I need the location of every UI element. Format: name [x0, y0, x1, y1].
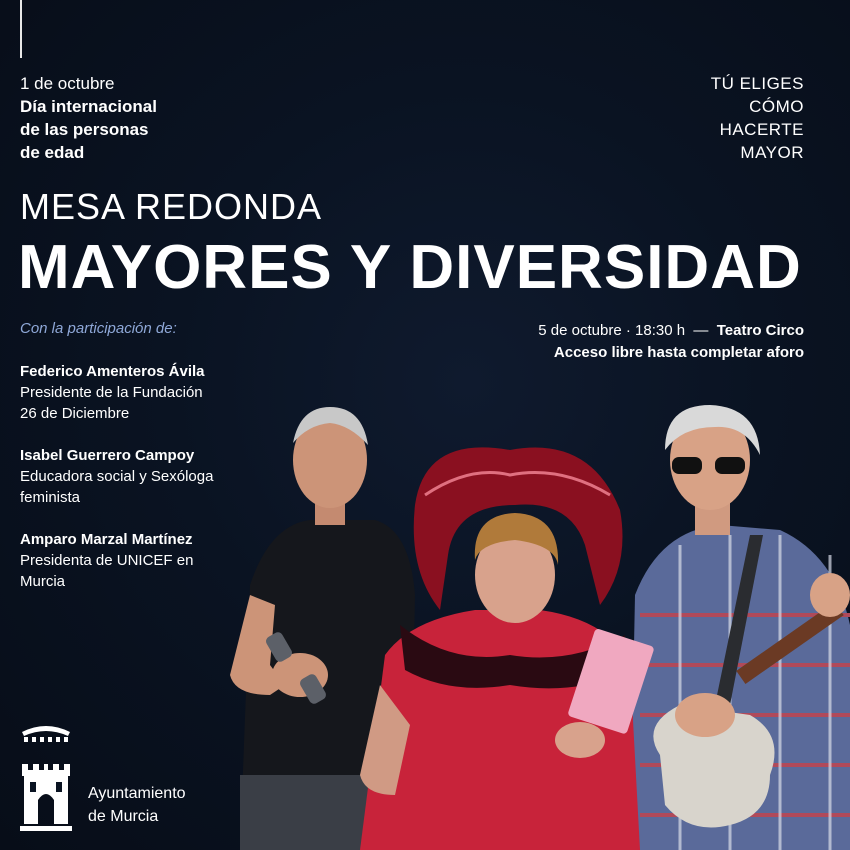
speaker-name: Isabel Guerrero Campoy: [20, 447, 195, 464]
slogan-line-3: HACERTE: [719, 120, 804, 139]
event-name-line-2: de las personas: [20, 120, 149, 139]
subtitle: MESA REDONDA: [20, 186, 323, 227]
event-name-line-3: de edad: [20, 143, 85, 162]
speaker-role-line: Presidente de la Fundación: [20, 384, 203, 401]
murcia-crest-icon: [20, 720, 72, 832]
man-with-guitar: [630, 405, 850, 850]
slogan-line-1: TÚ ELIGES: [710, 74, 804, 93]
page-title: MAYORES Y DIVERSIDAD: [18, 233, 802, 302]
speaker-role-line: feminista: [20, 489, 81, 506]
three-seniors-photo: [210, 395, 850, 850]
speaker-role-line: Murcia: [20, 573, 66, 590]
slogan-line-4: MAYOR: [740, 143, 804, 162]
event-name-line-1: Día internacional: [20, 97, 157, 116]
event-access: Acceso libre hasta completar aforo: [553, 344, 804, 361]
decorative-vertical-line: [20, 0, 22, 58]
organizer-line-2: de Murcia: [88, 808, 159, 825]
slogan-line-2: CÓMO: [749, 97, 804, 116]
speaker-role-line: 26 de Diciembre: [20, 405, 130, 422]
date-text: 1 de octubre: [20, 74, 115, 93]
organizer-name: [88, 782, 186, 828]
event-venue: Teatro Circo: [716, 322, 804, 339]
organizer-line-1: Ayuntamiento: [88, 785, 186, 802]
speaker-name: Federico Amenteros Ávila: [20, 363, 205, 380]
event-datetime: 5 de octubre · 18:30 h: [538, 322, 686, 339]
event-info: [538, 320, 804, 364]
speaker-role-line: Educadora social y Sexóloga: [20, 468, 214, 485]
speaker-role-line: Presidenta de UNICEF en: [20, 552, 194, 569]
participation-label: Con la participación de:: [20, 320, 177, 337]
woman-with-hat: [360, 447, 655, 850]
event-separator: —: [693, 322, 709, 339]
date-block: [20, 72, 157, 164]
speaker-name: Amparo Marzal Martínez: [20, 531, 193, 548]
slogan: [711, 72, 804, 164]
